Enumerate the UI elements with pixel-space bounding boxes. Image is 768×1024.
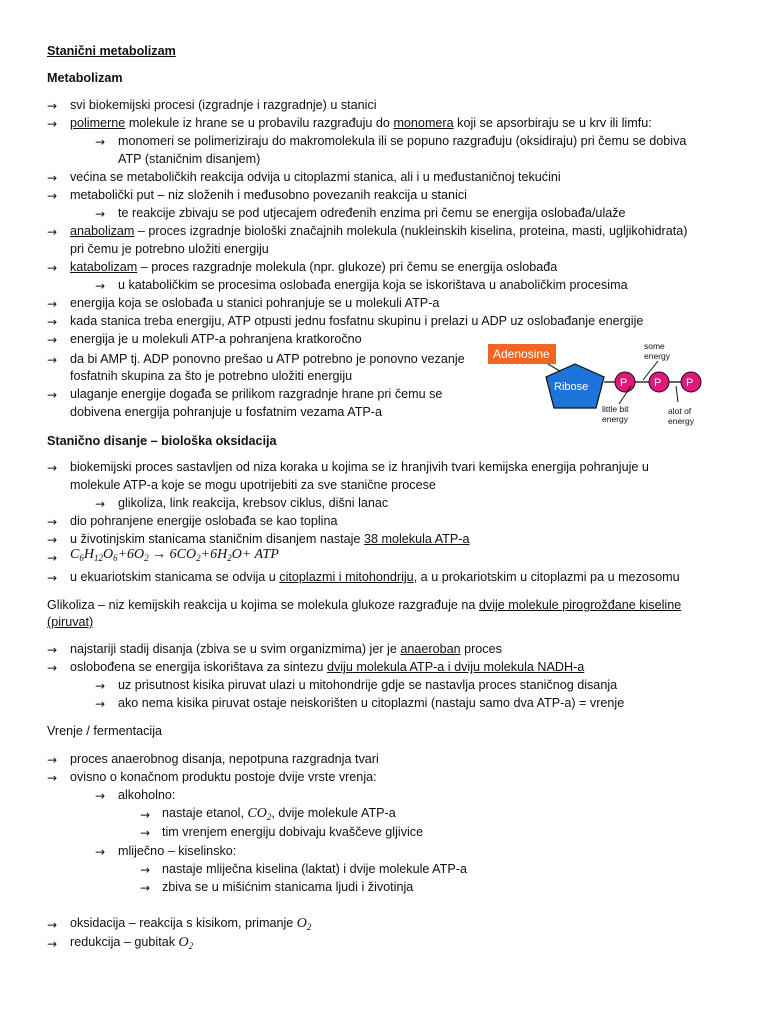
eq-part: + ATP — [241, 547, 279, 562]
list-item: da bi AMP tj. ADP ponovno prešao u ATP potrebno je ponovno vezanje — [70, 352, 465, 366]
eq-sub: 2 — [266, 812, 272, 822]
list-item: kada stanica treba energiju, ATP otpusti jednu fosfatnu skupinu i prelazi u ADP uz oslobađanje energije — [70, 314, 644, 328]
list-item: ATP (staničnim disanjem) — [118, 152, 261, 166]
arrow-icon: → — [47, 117, 58, 131]
arrow-icon: → — [95, 135, 106, 149]
arrow-icon: → — [47, 189, 58, 203]
arrow-icon: → — [140, 863, 151, 877]
eq-sub: 6 — [79, 553, 84, 563]
section-heading-disanje: Stanično disanje – biološka oksidacija — [47, 434, 277, 448]
term-anaeroban: anaeroban — [400, 642, 461, 656]
arrow-icon: → — [47, 461, 58, 475]
list-item: tim vrenjem energiju dobivaju kvaščeve gljivice — [162, 825, 424, 839]
eq-sub: 2 — [196, 553, 201, 563]
eq-part: C — [70, 547, 80, 562]
eq-sub: 2 — [188, 941, 194, 951]
arrow-icon: → — [47, 171, 58, 185]
eq-part: CO — [247, 806, 267, 821]
list-item: dio pohranjene energije oslobađa se kao toplina — [70, 514, 338, 528]
eq-sub: 2 — [306, 922, 312, 932]
co2-formula — [247, 806, 271, 821]
arrow-icon: → — [47, 225, 58, 239]
section-heading-vrenje: Vrenje / fermentacija — [47, 724, 163, 738]
eq-part: CO — [176, 547, 197, 562]
ribose-label: Ribose — [554, 381, 589, 393]
list-item — [162, 806, 396, 822]
list-item — [70, 116, 652, 130]
arrow-icon: → — [47, 551, 58, 565]
arrow-icon: → — [95, 697, 106, 711]
list-item: energija koja se oslobađa u stanici pohranjuje se u molekuli ATP-a — [70, 296, 440, 310]
list-item: alkoholno: — [118, 788, 176, 802]
pyruvate-term: dvije molekule pirogrožđane kiseline — [478, 598, 682, 612]
alot-energy-label-2: energy — [668, 416, 694, 426]
text: proces — [464, 642, 502, 656]
arrow-icon: → — [47, 99, 58, 113]
arrow-icon: → — [47, 388, 58, 402]
arrow-icon: → — [47, 353, 58, 367]
text: najstariji stadij disanja (zbiva se u svim organizmima) jer je — [70, 642, 397, 656]
phosphate-label: P — [620, 377, 628, 389]
list-item — [70, 660, 584, 674]
arrow-icon: → — [47, 571, 58, 585]
phosphate-label: P — [686, 377, 694, 389]
eq-part: H — [217, 547, 228, 562]
products: dviju molekula ATP-a i dviju molekula NADH-a — [326, 660, 585, 674]
list-item — [70, 224, 687, 238]
arrow-icon: → — [47, 918, 58, 932]
list-item: glikoliza, link reakcija, krebsov ciklus, dišni lanac — [118, 496, 389, 510]
arrow-icon: → — [47, 937, 58, 951]
atp-count: 38 molekula ATP-a — [363, 532, 470, 546]
list-item: ako nema kisika piruvat ostaje neiskorišten u citoplazmi (nastaju samo dva ATP-a) = vrenje — [118, 696, 625, 710]
glikoliza-intro — [47, 598, 681, 612]
eq-part: 6 — [169, 547, 177, 562]
list-item: molekule ATP-a koje se mogu upotrijebiti za sve stanične procese — [70, 478, 436, 492]
list-item: ulaganje energije događa se prilikom razgradnje hrane pri čemu se — [70, 387, 443, 401]
arrow-icon: → — [95, 279, 106, 293]
text: oslobođena se energija iskorištava za sintezu — [70, 660, 324, 674]
list-item — [70, 935, 193, 951]
list-item: mliječno – kiselinsko: — [118, 844, 237, 858]
arrow-icon: → — [47, 533, 58, 547]
little-energy-label: little bit — [602, 404, 629, 414]
list-item: energija je u molekuli ATP-a pohranjena kratkoročno — [70, 332, 362, 346]
o2-formula — [179, 935, 194, 950]
text: koji se apsorbiraju se u krv ili limfu: — [457, 116, 652, 130]
list-item — [70, 260, 557, 274]
location: citoplazmi i mitohondriju — [279, 570, 414, 584]
term-monomera: monomera — [393, 116, 454, 130]
eq-part: O — [231, 547, 242, 562]
list-item: proces anaerobnog disanja, nepotpuna razgradnja tvari — [70, 752, 379, 766]
list-item: te reakcije zbivaju se pod utjecajem određenih enzima pri čemu se energija oslobađa/ulaže — [118, 206, 626, 220]
text: u životinjskim stanicama staničnim disanjem nastaje — [70, 532, 361, 546]
arrow-icon: → — [47, 753, 58, 767]
list-item — [70, 532, 469, 546]
list-item: svi biokemijski procesi (izgradnje i razgradnje) u stanici — [70, 98, 377, 112]
adenosine-label: Adenosine — [493, 347, 550, 361]
list-item: zbiva se u mišićnim stanicama ljudi i životinja — [162, 880, 414, 894]
list-item: monomeri se polimeriziraju do makromolekula ili se popuno razgrađuju (oksidiraju) pri čemu se dobiva — [118, 134, 687, 148]
list-item — [70, 642, 502, 656]
arrow-icon: → — [140, 881, 151, 895]
list-item: biokemijski proces sastavljen od niza koraka u kojima se iz hranjivih tvari kemijska energija pohranjuje u — [70, 460, 649, 474]
respiration-equation — [70, 547, 279, 563]
arrow-icon: → — [47, 771, 58, 785]
text: u ekuariotskim stanicama se odvija u — [70, 570, 276, 584]
eq-part: H — [83, 547, 94, 562]
alot-energy-label: alot of — [668, 406, 692, 416]
eq-part: O — [296, 916, 307, 931]
section-heading-metabolizam: Metabolizam — [47, 71, 123, 85]
text: – proces izgradnje biološki značajnih molekula (nukleinskih kiselina, proteina, masti, ugljikohidrata) — [137, 224, 688, 238]
list-item: većina se metaboličkih reakcija odvija u citoplazmi stanica, ali i u međustaničnoj tekućini — [70, 170, 561, 184]
list-item: fosfatnih skupina za što je potrebno uložiti energiju — [70, 369, 353, 383]
arrow-icon: → — [140, 826, 151, 840]
text: Glikoliza – niz kemijskih reakcija u kojima se molekula glukoze razgrađuje na — [47, 598, 476, 612]
term-katabolizam: katabolizam — [70, 260, 138, 274]
eq-sub: 2 — [227, 553, 232, 563]
list-item: nastaje mliječna kiselina (laktat) i dvije molekule ATP-a — [162, 862, 467, 876]
arrow-icon: → — [47, 643, 58, 657]
eq-sub: 12 — [93, 553, 103, 563]
eq-arrow: → — [152, 547, 167, 562]
list-item: pri čemu je potrebno uložiti energiju — [70, 242, 269, 256]
eq-part: +6 — [117, 547, 135, 562]
eq-part: O — [134, 547, 145, 562]
eq-part: O — [178, 935, 189, 950]
list-item: ovisno o konačnom produktu postoje dvije vrste vrenja: — [70, 770, 377, 784]
text: redukcija – gubitak — [70, 935, 176, 949]
o2-formula — [297, 916, 312, 931]
arrow-icon: → — [95, 497, 106, 511]
text: oksidacija – reakcija s kisikom, primanje — [70, 916, 294, 930]
list-item: uz prisutnost kisika piruvat ulazi u mitohondrije gdje se nastavlja proces staničnog disanja — [118, 678, 618, 692]
atp-diagram — [488, 342, 710, 428]
pyruvate-term: (piruvat) — [47, 615, 94, 629]
arrow-icon: → — [95, 207, 106, 221]
little-energy-label-2: energy — [602, 414, 628, 424]
text: – proces razgradnje molekula (npr. glukoze) pri čemu se energija oslobađa — [140, 260, 558, 274]
eq-sub: 6 — [113, 553, 118, 563]
list-item — [70, 570, 680, 584]
phosphate-label: P — [654, 377, 662, 389]
some-energy-label: some — [644, 342, 665, 351]
list-item — [70, 916, 311, 932]
arrow-icon: → — [47, 315, 58, 329]
doc-title: Stanični metabolizam — [47, 44, 176, 58]
arrow-icon: → — [95, 845, 106, 859]
arrow-icon: → — [47, 661, 58, 675]
some-energy-label-2: energy — [644, 351, 670, 361]
eq-part: +6 — [200, 547, 218, 562]
arrow-icon: → — [140, 808, 151, 822]
arrow-icon: → — [47, 297, 58, 311]
arrow-icon: → — [47, 261, 58, 275]
list-item: u kataboličkim se procesima oslobađa energija koja se iskorištava u anaboličkim procesima — [118, 278, 628, 292]
eq-part: O — [102, 547, 114, 562]
arrow-icon: → — [47, 515, 58, 529]
text: nastaje etanol, — [162, 806, 244, 820]
arrow-icon: → — [95, 679, 106, 693]
term-polimerne: polimerne — [70, 116, 126, 130]
text: , dvije molekule ATP-a — [271, 806, 396, 820]
arrow-icon: → — [47, 333, 58, 347]
term-anabolizam: anabolizam — [70, 224, 135, 238]
list-item: metabolički put – niz složenih i međusobno povezanih reakcija u stanici — [70, 188, 467, 202]
text: , a u prokariotskim u citoplazmi pa u mezosomu — [413, 570, 680, 584]
text: molekule iz hrane se u probavilu razgrađuju do — [128, 116, 390, 130]
pointer-alot-energy — [676, 386, 678, 402]
arrow-icon: → — [95, 789, 106, 803]
eq-sub: 2 — [144, 553, 149, 563]
list-item: dobivena energija pohranjuje u fosfatnim vezama ATP-a — [70, 405, 382, 419]
